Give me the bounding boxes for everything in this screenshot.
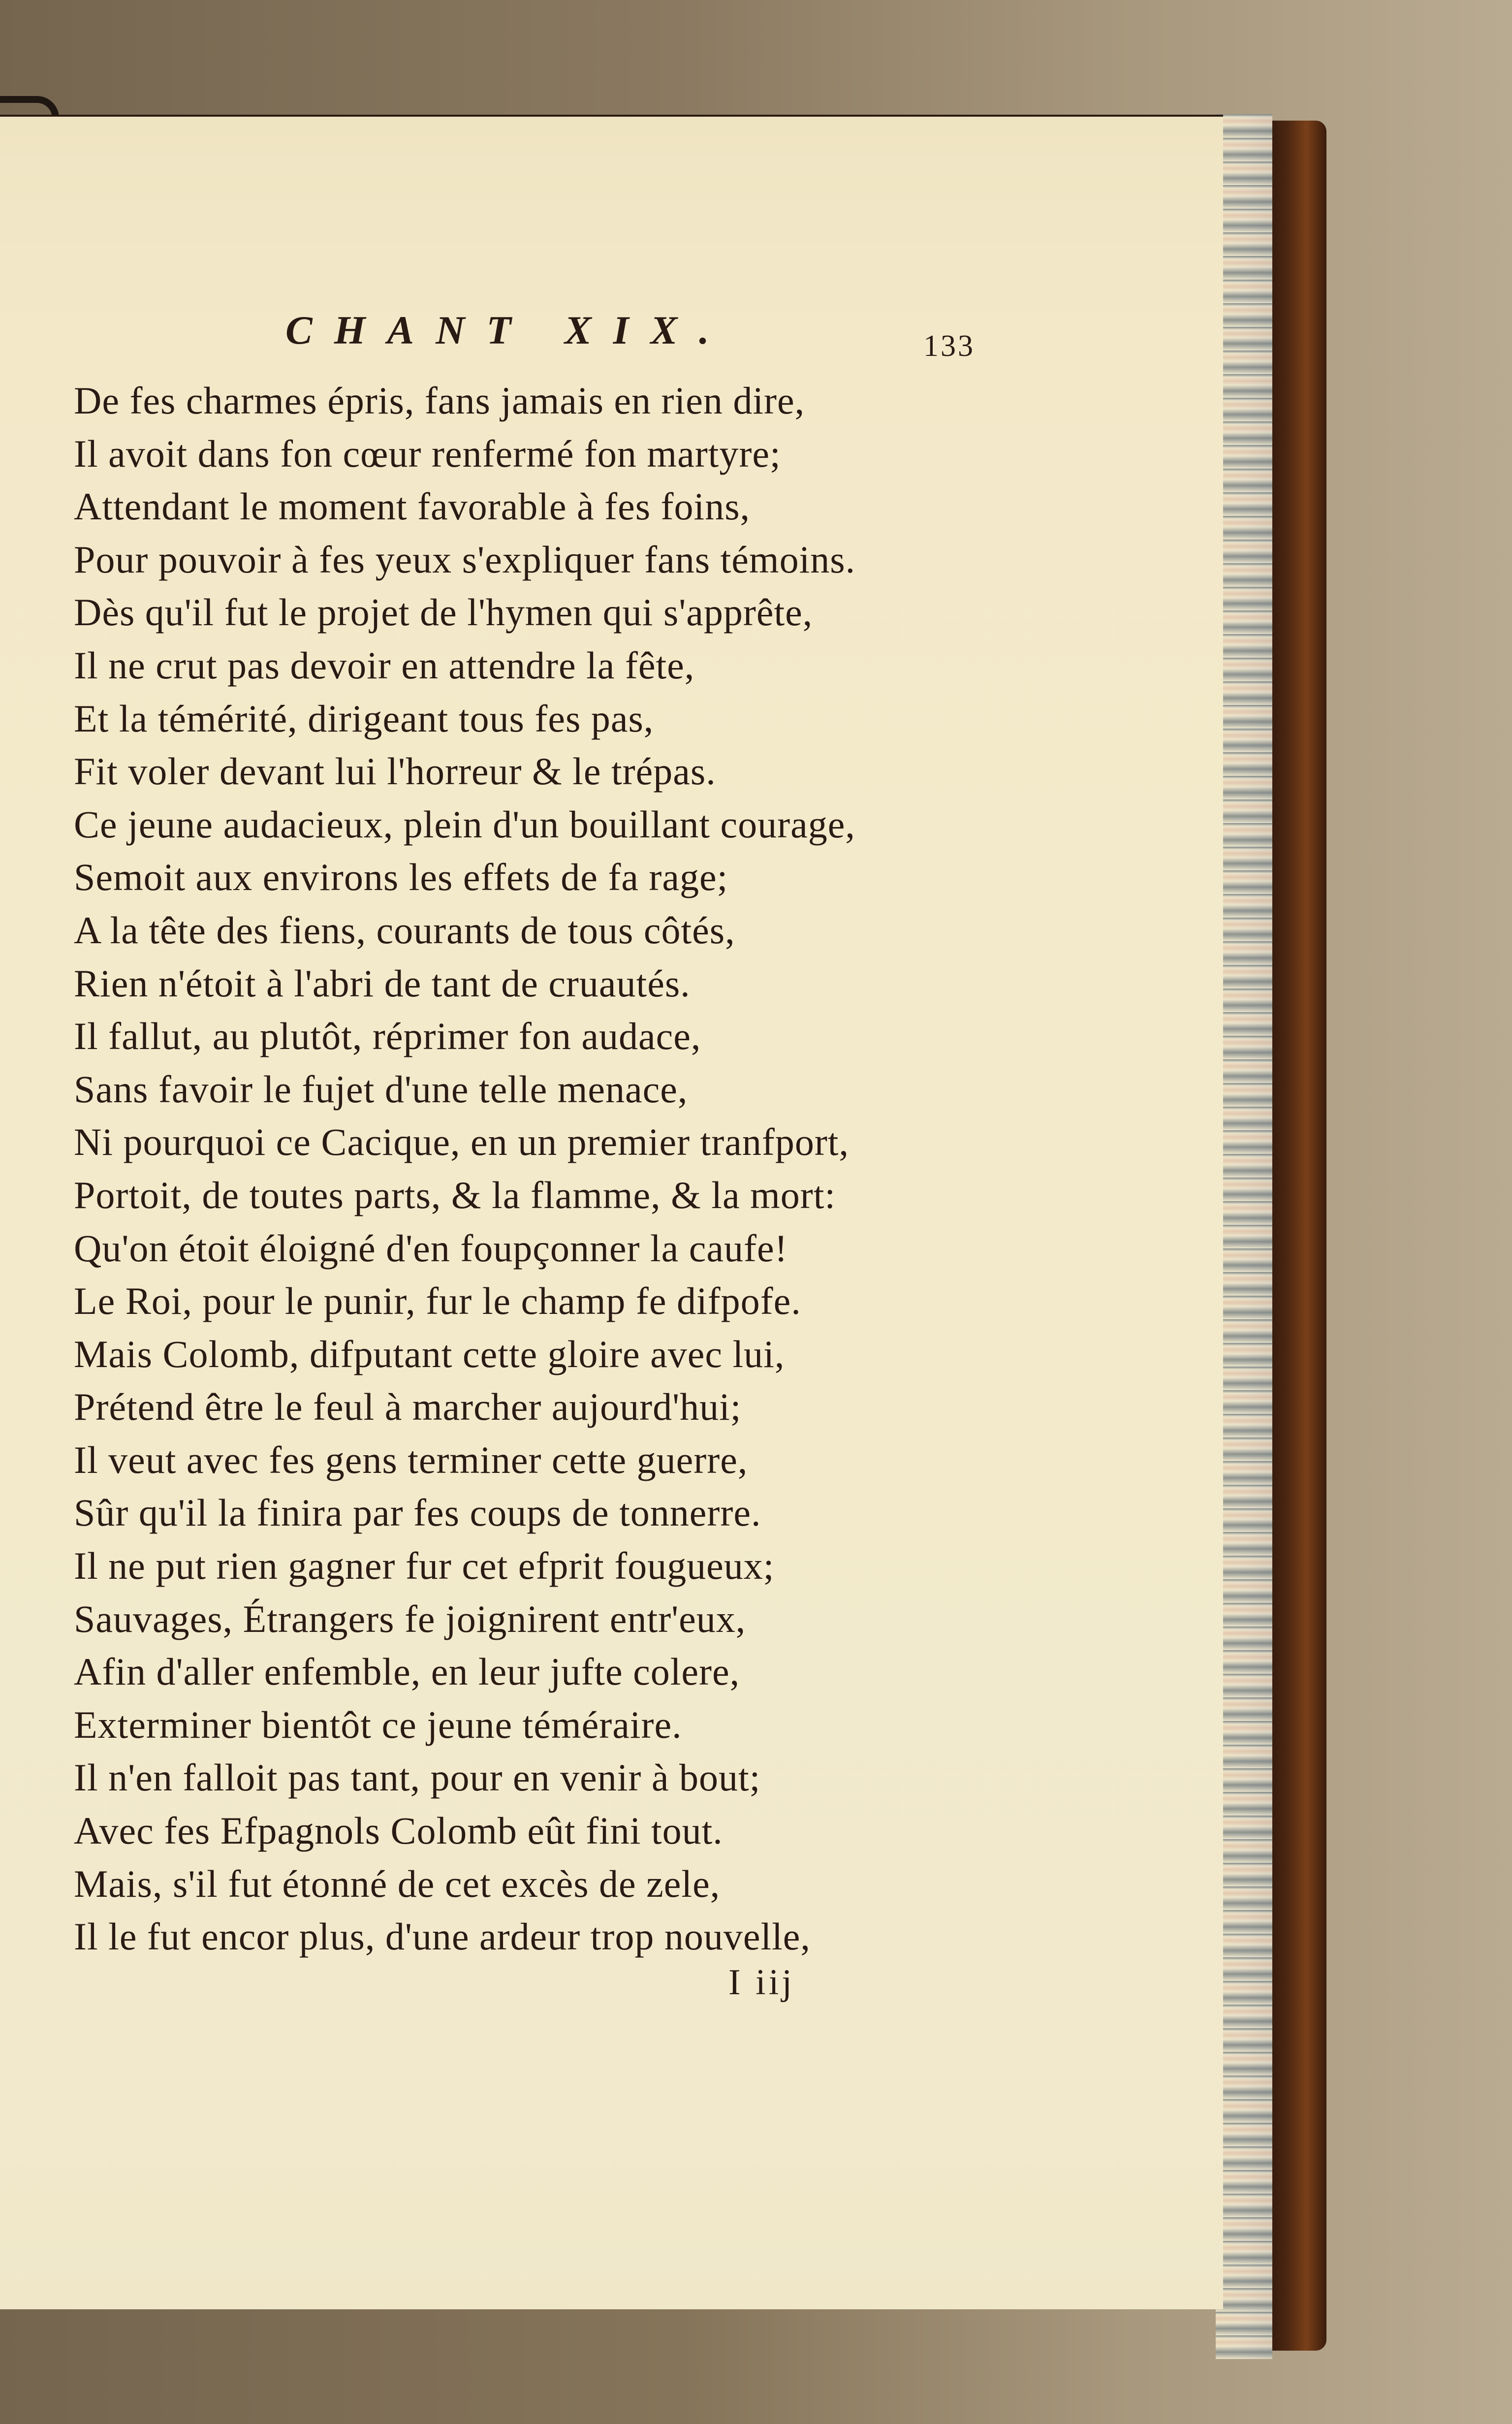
- verse-line: Sans favoir le fujet d'une telle menace,: [74, 1067, 688, 1111]
- verse-block: [74, 374, 1009, 1963]
- marbled-fore-edge: [1216, 114, 1272, 2359]
- page-number: 133: [923, 329, 975, 363]
- verse-line: Il n'en falloit pas tant, pour en venir à bout;: [74, 1756, 761, 1799]
- running-head: CHANT XIX.: [285, 308, 731, 352]
- verse-line: Il avoit dans fon cœur renfermé fon martyre;: [74, 432, 781, 475]
- verse-line: Ni pourquoi ce Cacique, en un premier tranfport,: [74, 1120, 849, 1164]
- verse-line: Sauvages, Étrangers fe joignirent entr'eux,: [74, 1597, 746, 1640]
- signature-mark: I iij: [728, 1962, 795, 2003]
- verse-line: Attendant le moment favorable à fes foins,: [74, 485, 751, 528]
- verse-line: Pour pouvoir à fes yeux s'expliquer fans témoins.: [74, 538, 856, 581]
- verse-line: Il le fut encor plus, d'une ardeur trop nouvelle,: [74, 1915, 811, 1958]
- verse-line: Sûr qu'il la finira par fes coups de tonnerre.: [74, 1491, 761, 1534]
- verse-line: Il fallut, au plutôt, réprimer fon audace,: [74, 1015, 701, 1058]
- verse-line: Qu'on étoit éloigné d'en foupçonner la caufe!: [74, 1226, 788, 1270]
- verse-line: Mais Colomb, difputant cette gloire avec lui,: [74, 1332, 785, 1375]
- verse-line: Afin d'aller enfemble, en leur jufte colere,: [74, 1650, 740, 1693]
- verse-line: Dès qu'il fut le projet de l'hymen qui s'apprête,: [74, 591, 813, 634]
- verse-line: A la tête des fiens, courants de tous côtés,: [74, 908, 735, 952]
- verse-line: De fes charmes épris, fans jamais en rien dire,: [74, 379, 805, 422]
- verse-line: Il veut avec fes gens terminer cette guerre,: [74, 1438, 748, 1481]
- verse-line: Il ne put rien gagner fur cet efprit fougueux;: [74, 1544, 775, 1588]
- verse-line: Prétend être le feul à marcher aujourd'hui;: [74, 1385, 742, 1429]
- verse-line: Semoit aux environs les effets de fa rage;: [74, 856, 728, 899]
- verse-line: Fit voler devant lui l'horreur & le trépas.: [74, 750, 716, 793]
- verse-line: Exterminer bientôt ce jeune téméraire.: [74, 1703, 682, 1746]
- verse-line: Mais, s'il fut étonné de cet excès de zele,: [74, 1862, 721, 1905]
- verse-line: Portoit, de toutes parts, & la flamme, & la mort:: [74, 1173, 836, 1216]
- verse-line: Avec fes Efpagnols Colomb eût fini tout.: [74, 1809, 723, 1852]
- verse-line: Il ne crut pas devoir en attendre la fête,: [74, 643, 695, 687]
- verse-line: Rien n'étoit à l'abri de tant de cruautés.: [74, 961, 691, 1005]
- verse-line: Le Roi, pour le punir, fur le champ fe difpofe.: [74, 1279, 801, 1323]
- verse-line: Ce jeune audacieux, plein d'un bouillant courage,: [74, 802, 855, 846]
- verse-line: Et la témérité, dirigeant tous fes pas,: [74, 697, 654, 740]
